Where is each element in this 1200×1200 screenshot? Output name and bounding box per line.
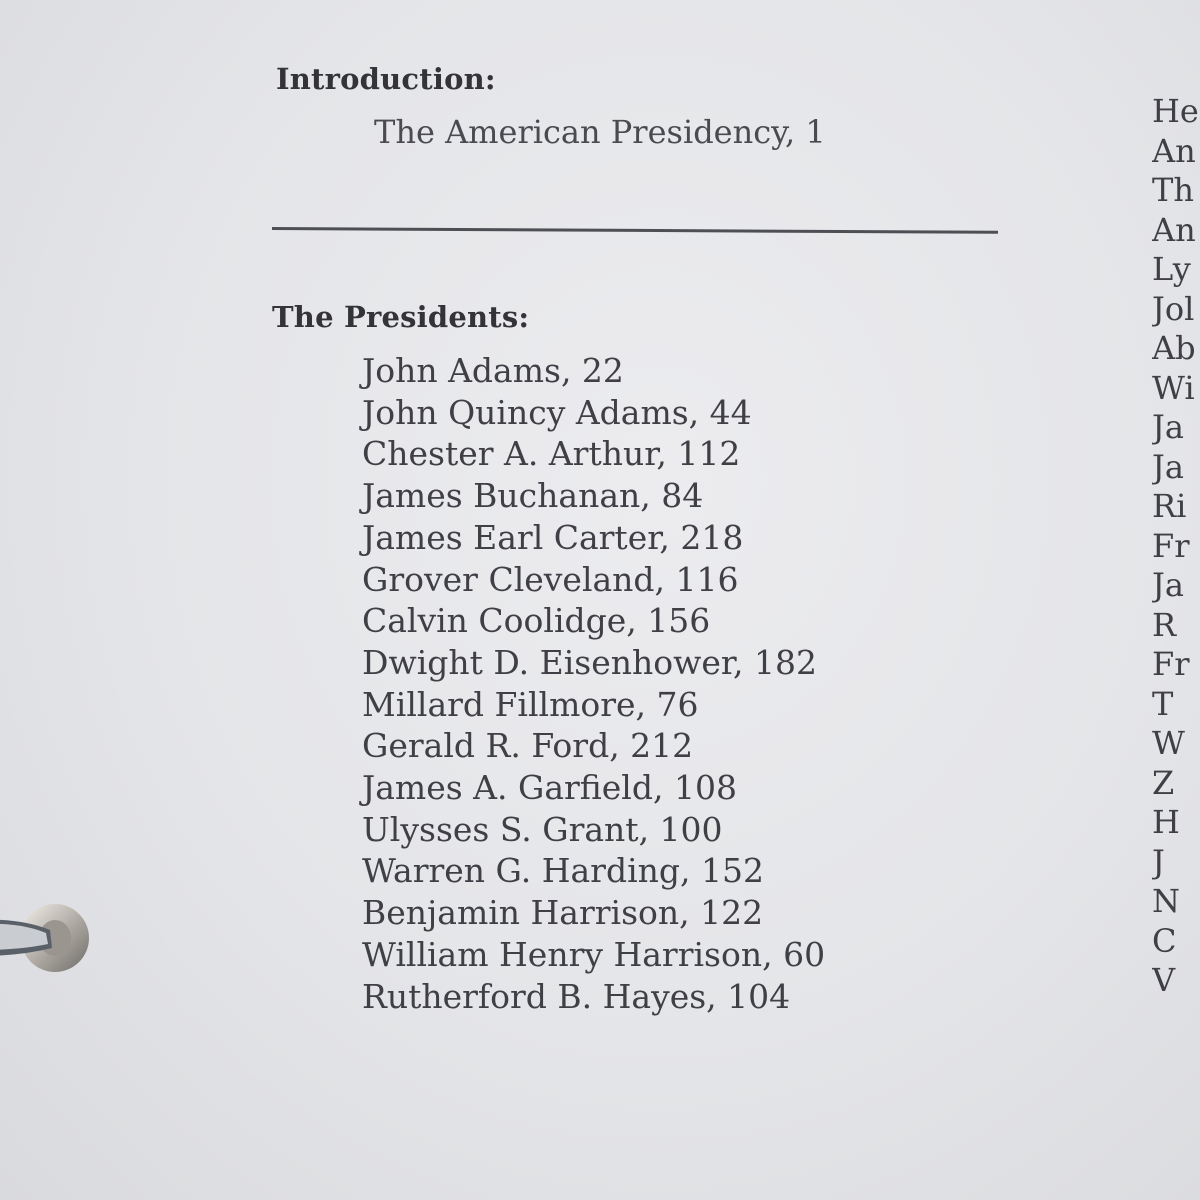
fragment-entry: An — [1152, 210, 1196, 249]
president-entry: John Adams, 22 — [362, 351, 624, 390]
fragment-entry: He — [1152, 92, 1199, 130]
president-entry: Grover Cleveland, 116 — [362, 559, 739, 599]
fragment-entry: W — [1152, 724, 1185, 762]
president-entry: Benjamin Harrison, 122 — [362, 893, 764, 933]
fragment-entry: Ri — [1152, 487, 1187, 525]
president-entry: Calvin Coolidge, 156 — [362, 601, 711, 641]
fragment-entry: Z — [1152, 763, 1175, 802]
president-entry: William Henry Harrison, 60 — [362, 934, 826, 974]
fragment-entry: J — [1152, 842, 1165, 881]
president-entry: Ulysses S. Grant, 100 — [362, 809, 723, 849]
presidents-heading: The Presidents: — [272, 300, 530, 334]
right-column-fragments — [1152, 92, 1200, 1001]
introduction-heading: Introduction: — [276, 62, 496, 96]
president-entry: John Quincy Adams, 44 — [362, 392, 752, 432]
presidents-list — [362, 350, 825, 1017]
president-entry: Chester A. Arthur, 112 — [362, 434, 741, 474]
fragment-entry: N — [1152, 882, 1180, 920]
fragment-entry: Wi — [1152, 368, 1195, 407]
president-entry: Gerald R. Ford, 212 — [362, 726, 694, 766]
fragment-entry: Fr — [1152, 645, 1190, 683]
fragment-entry: Ja — [1152, 408, 1184, 446]
fragment-entry: H — [1152, 803, 1180, 841]
fragment-entry: C — [1152, 921, 1177, 960]
binder-ring-icon — [0, 900, 90, 980]
fragment-entry: Ly — [1152, 250, 1191, 288]
fragment-entry: Fr — [1152, 526, 1190, 565]
fragment-entry: Jol — [1152, 289, 1195, 328]
fragment-entry: Th — [1152, 171, 1194, 209]
president-entry: Warren G. Harding, 152 — [362, 851, 764, 891]
fragment-entry: T — [1152, 684, 1174, 723]
president-entry: Millard Fillmore, 76 — [362, 684, 699, 724]
fragment-entry: V — [1152, 961, 1176, 999]
president-entry: James Buchanan, 84 — [362, 476, 704, 516]
section-divider — [272, 227, 998, 234]
fragment-entry: Ja — [1152, 447, 1184, 486]
introduction-entry: The American Presidency, 1 — [374, 113, 826, 151]
president-entry: James A. Garfield, 108 — [362, 768, 737, 808]
fragment-entry: Ab — [1152, 329, 1196, 367]
president-entry: Rutherford B. Hayes, 104 — [362, 976, 791, 1016]
president-entry: Dwight D. Eisenhower, 182 — [362, 642, 818, 682]
president-entry: James Earl Carter, 218 — [362, 517, 744, 557]
fragment-entry: Ja — [1152, 566, 1184, 604]
fragment-entry: An — [1152, 131, 1196, 170]
fragment-entry: R — [1152, 605, 1177, 644]
